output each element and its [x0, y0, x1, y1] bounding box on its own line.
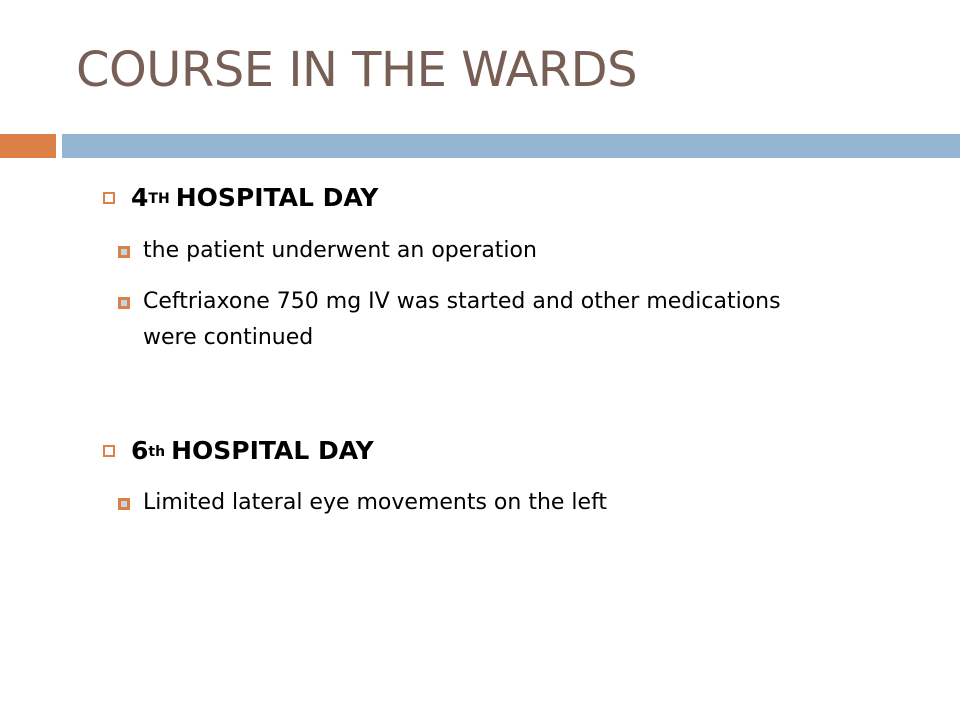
list-item	[118, 233, 803, 269]
section-heading-4th-day	[103, 183, 378, 212]
list-item	[118, 485, 803, 521]
heading-ordinal-suffix: th	[148, 444, 166, 460]
heading-ordinal-suffix: TH	[148, 191, 170, 207]
list-item-text: Ceftriaxone 750 mg IV was started and other medications were continued	[143, 289, 781, 350]
filled-square-bullet-icon	[118, 246, 130, 258]
slide-title: COURSE IN THE WARDS	[76, 42, 638, 98]
heading-number: 6	[131, 436, 149, 465]
filled-square-bullet-icon	[118, 498, 130, 510]
heading-number: 4	[131, 183, 149, 212]
hollow-square-bullet-icon	[103, 445, 115, 457]
filled-square-bullet-icon	[118, 297, 130, 309]
hollow-square-bullet-icon	[103, 192, 115, 204]
list-item-text: the patient underwent an operation	[143, 238, 537, 263]
list-item	[118, 284, 803, 356]
section-heading-6th-day	[103, 436, 374, 465]
heading-text: HOSPITAL DAY	[175, 183, 379, 212]
list-item-text: Limited lateral eye movements on the left	[143, 490, 608, 515]
heading-text: HOSPITAL DAY	[171, 436, 374, 465]
